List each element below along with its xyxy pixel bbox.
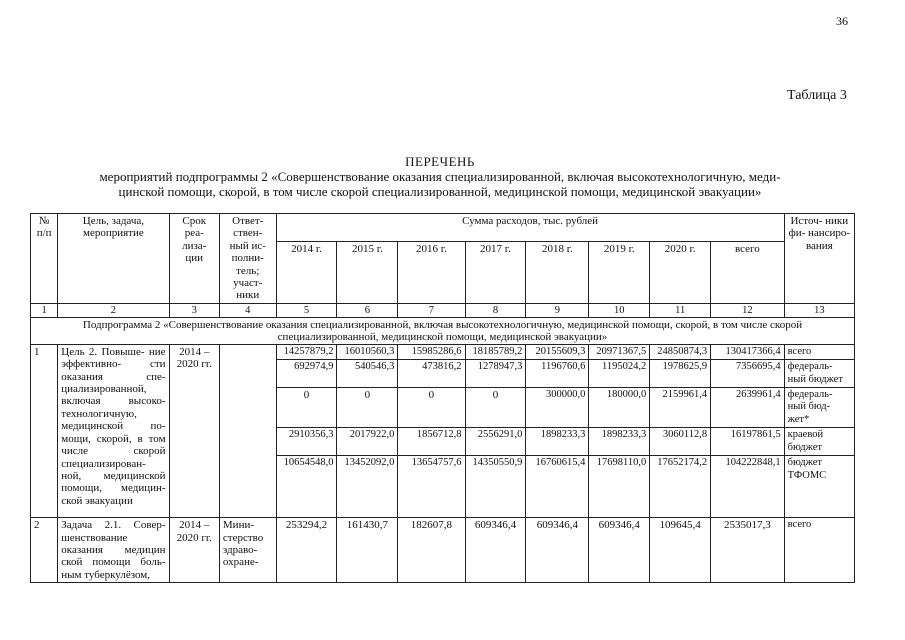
value-2018: 300000,0 [526, 388, 589, 428]
value-2018: 1196760,6 [526, 360, 589, 388]
table-row [31, 518, 855, 583]
colnum: 1 [31, 303, 58, 317]
value-2017: 1278947,3 [465, 360, 526, 388]
value-total: 130417366,4 [711, 344, 785, 359]
value-2019: 180000,0 [589, 388, 650, 428]
row-source: федераль- ный бюд- жет* [784, 388, 854, 428]
value-2015: 13452092,0 [337, 456, 398, 518]
row-source: всего [784, 344, 854, 359]
value-2018: 16760615,4 [526, 456, 589, 518]
header-sum: Сумма расходов, тыс. рублей [276, 214, 784, 242]
colnum: 5 [276, 303, 337, 317]
subprogram-title: Подпрограмма 2 «Совершенствование оказания специализированной, включая высокотехнологичную, медицинской помощи, скорой, в том числе скорой специализированной, медицинской помощи, медицинской эвакуации» [31, 317, 855, 344]
value-2014: 0 [276, 388, 337, 428]
page-number: 36 [836, 14, 848, 28]
header-source: Источ- ники фи- нансиро- вания [784, 214, 854, 304]
value-2014: 692974,9 [276, 360, 337, 388]
value-2015: 2017922,0 [337, 428, 398, 456]
table-row [31, 344, 855, 359]
value-2020: 2159961,4 [650, 388, 711, 428]
value-2019: 609346,4 [589, 518, 650, 583]
value-2017: 18185789,2 [465, 344, 526, 359]
colnum: 6 [337, 303, 398, 317]
header-year-2017: 2017 г. [465, 241, 526, 303]
value-2014: 253294,2 [276, 518, 337, 583]
value-2014: 2910356,3 [276, 428, 337, 456]
value-2016: 0 [398, 388, 465, 428]
value-2020: 3060112,8 [650, 428, 711, 456]
row-source: краевой бюджет [784, 428, 854, 456]
header-year-2016: 2016 г. [398, 241, 465, 303]
colnum: 9 [526, 303, 589, 317]
header-num: № п/п [31, 214, 58, 304]
row-source: федераль- ный бюджет [784, 360, 854, 388]
value-2015: 16010560,3 [337, 344, 398, 359]
header-year-2015: 2015 г. [337, 241, 398, 303]
header-year-2019: 2019 г. [589, 241, 650, 303]
row-goal: Цель 2. Повыше- ние эффективно- сти оказания спе- циализированной, включая высоко- технологичную, медицинской по- мощи, скорой, в том числе скорой специализирован- ной, медицинской помощи, медицин- ской эвакуации [58, 344, 169, 517]
colnum: 7 [398, 303, 465, 317]
header-row-1 [31, 214, 855, 242]
colnum: 13 [784, 303, 854, 317]
value-total: 16197861,5 [711, 428, 785, 456]
header-year-2014: 2014 г. [276, 241, 337, 303]
value-total: 2639961,4 [711, 388, 785, 428]
header-term: Срок реа- лиза- ции [169, 214, 219, 304]
subprogram-row [31, 317, 855, 344]
header-goal: Цель, задача, мероприятие [58, 214, 169, 304]
colnum: 2 [58, 303, 169, 317]
value-2018: 1898233,3 [526, 428, 589, 456]
colnum: 11 [650, 303, 711, 317]
value-2016: 1856712,8 [398, 428, 465, 456]
row-term: 2014 – 2020 гг. [169, 518, 219, 583]
value-total: 2535017,3 [711, 518, 785, 583]
value-2018: 20155609,3 [526, 344, 589, 359]
header-year-2018: 2018 г. [526, 241, 589, 303]
table-label: Таблица 3 [787, 88, 847, 103]
value-2015: 0 [337, 388, 398, 428]
value-2020: 24850874,3 [650, 344, 711, 359]
value-2015: 161430,7 [337, 518, 398, 583]
value-2017: 0 [465, 388, 526, 428]
document-title [25, 154, 855, 199]
value-2015: 540546,3 [337, 360, 398, 388]
row-num: 2 [31, 518, 58, 583]
value-2016: 15985286,6 [398, 344, 465, 359]
value-2017: 14350550,9 [465, 456, 526, 518]
title-line-3: цинской помощи, скорой, в том числе скорой специализированной, медицинской помощи, медицинской эвакуации» [118, 184, 762, 199]
value-2017: 609346,4 [465, 518, 526, 583]
colnum: 3 [169, 303, 219, 317]
title-heading: ПЕРЕЧЕНЬ [405, 154, 475, 169]
value-total: 7356695,4 [711, 360, 785, 388]
value-2014: 10654548,0 [276, 456, 337, 518]
colnum: 4 [219, 303, 276, 317]
value-2014: 14257879,2 [276, 344, 337, 359]
row-responsible: Мини- стерство здраво- охране- [219, 518, 276, 583]
row-goal: Задача 2.1. Совер- шенствование оказания медицин ской помощи боль- ным туберкулёзом, [58, 518, 169, 583]
value-2019: 1195024,2 [589, 360, 650, 388]
value-2020: 109645,4 [650, 518, 711, 583]
header-responsible: Ответ- ствен- ный ис- полни- тель; участ- ники [219, 214, 276, 304]
row-source: всего [784, 518, 854, 583]
value-2020: 17652174,2 [650, 456, 711, 518]
value-2020: 1978625,9 [650, 360, 711, 388]
column-numbers-row [31, 303, 855, 317]
colnum: 10 [589, 303, 650, 317]
header-year-2020: 2020 г. [650, 241, 711, 303]
value-2016: 182607,8 [398, 518, 465, 583]
value-2017: 2556291,0 [465, 428, 526, 456]
value-2019: 17698110,0 [589, 456, 650, 518]
measures-table [30, 213, 855, 583]
header-total: всего [711, 241, 785, 303]
value-2016: 13654757,6 [398, 456, 465, 518]
value-2019: 1898233,3 [589, 428, 650, 456]
row-responsible [219, 344, 276, 517]
title-line-2: мероприятий подпрограммы 2 «Совершенствование оказания специализированной, включая высокотехнологичную, меди- [99, 169, 781, 184]
value-total: 104222848,1 [711, 456, 785, 518]
row-num: 1 [31, 344, 58, 517]
colnum: 8 [465, 303, 526, 317]
value-2016: 473816,2 [398, 360, 465, 388]
value-2018: 609346,4 [526, 518, 589, 583]
value-2019: 20971367,5 [589, 344, 650, 359]
row-term: 2014 – 2020 гг. [169, 344, 219, 517]
row-source: бюджет ТФОМС [784, 456, 854, 518]
colnum: 12 [711, 303, 785, 317]
